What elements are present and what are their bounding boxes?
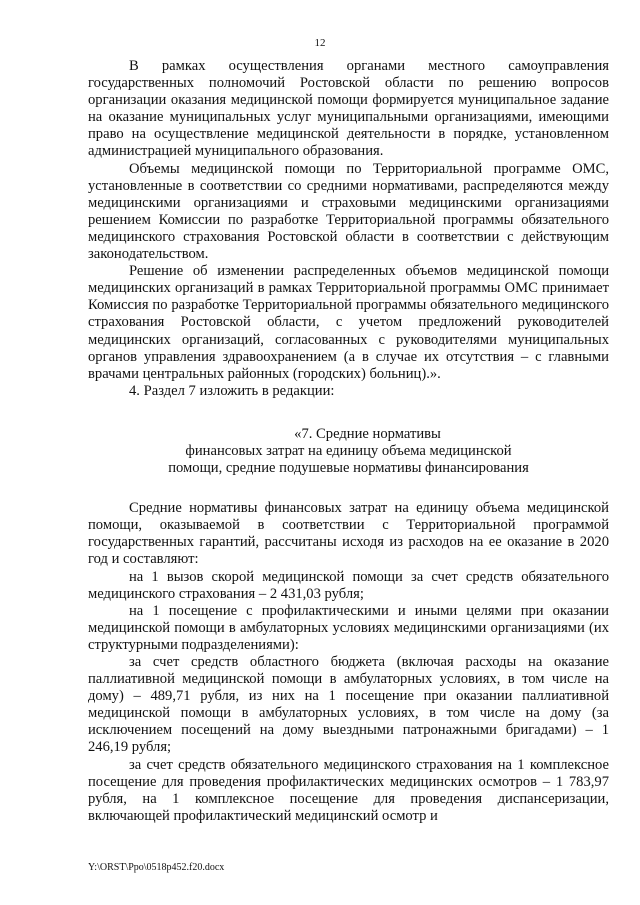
paragraph: Средние нормативы финансовых затрат на единицу объема медицинской помощи, оказываемой в соответствии с Территориальной программой государственных гарантий, рассчитаны исходя из расходов на ее оказание в 2020 год и составляют: (88, 500, 609, 568)
paragraph: на 1 посещение с профилактическими и иными целями при оказании медицинской помощи в амбулаторных условиях медицинскими организациями (их структурными подразделениями): (88, 602, 609, 653)
document-body (88, 58, 609, 825)
paragraph: Объемы медицинской помощи по Территориальной программе ОМС, установленные в соответствии со средними нормативами, распределяются между медицинскими организациями и страховыми медицинскими организациями решением Комиссии по разработке Территориальной программы обязательного медицинского страхования Ростовской области в соответствии с действующим законодательством. (88, 160, 609, 263)
page-number: 12 (314, 37, 326, 49)
section-title (88, 426, 609, 477)
paragraph: на 1 вызов скорой медицинской помощи за счет средств обязательного медицинского страхования – 2 431,03 рубля; (88, 568, 609, 602)
paragraph: 4. Раздел 7 изложить в редакции: (129, 382, 335, 399)
section-title-line: финансовых затрат на единицу объема медицинской (185, 442, 512, 459)
section-title-line: помощи, средние подушевые нормативы финансирования (168, 460, 529, 477)
paragraph: В рамках осуществления органами местного самоуправления государственных полномочий Ростовской области по решению вопросов организации оказания медицинской помощи формируется муниципальное задание на оказание муниципальных услуг муниципальными организациями, имеющими право на осуществление медицинской деятельности в порядке, установленном администрацией муниципального образования. (88, 58, 609, 160)
paragraph: за счет средств обязательного медицинского страхования на 1 комплексное посещение для проведения профилактических медицинских осмотров – 1 783,97 рубля, на 1 комплексное посещение для проведения диспансеризации, включающей профилактический медицинский осмотр и (88, 756, 609, 824)
paragraph: за счет средств областного бюджета (включая расходы на оказание паллиативной медицинской помощи в амбулаторных условиях, в том числе на дому) – 489,71 рубля, из них на 1 посещение при оказании паллиативной медицинской помощи в амбулаторных условиях, в том числе на дому (за исключением посещений на дому выездными патронажными бригадами) – 1 246,19 рубля; (88, 654, 609, 756)
section-title-line: «7. Средние нормативы (294, 425, 441, 442)
paragraph: Решение об изменении распределенных объемов медицинской помощи медицинских организаций в рамках Территориальной программы ОМС принимает Комиссия по разработке Территориальной программы обязательного медицинского страхования Ростовской области, с учетом предложений руководителей медицинских организаций, согласованных с руководителями муниципальных органов управления здравоохранением (а в случае их отсутствия – с главными врачами центральных районных (городских) больниц).». (88, 263, 609, 382)
footer-file-path: Y:\ORST\Ppo\0518p452.f20.docx (88, 862, 225, 873)
